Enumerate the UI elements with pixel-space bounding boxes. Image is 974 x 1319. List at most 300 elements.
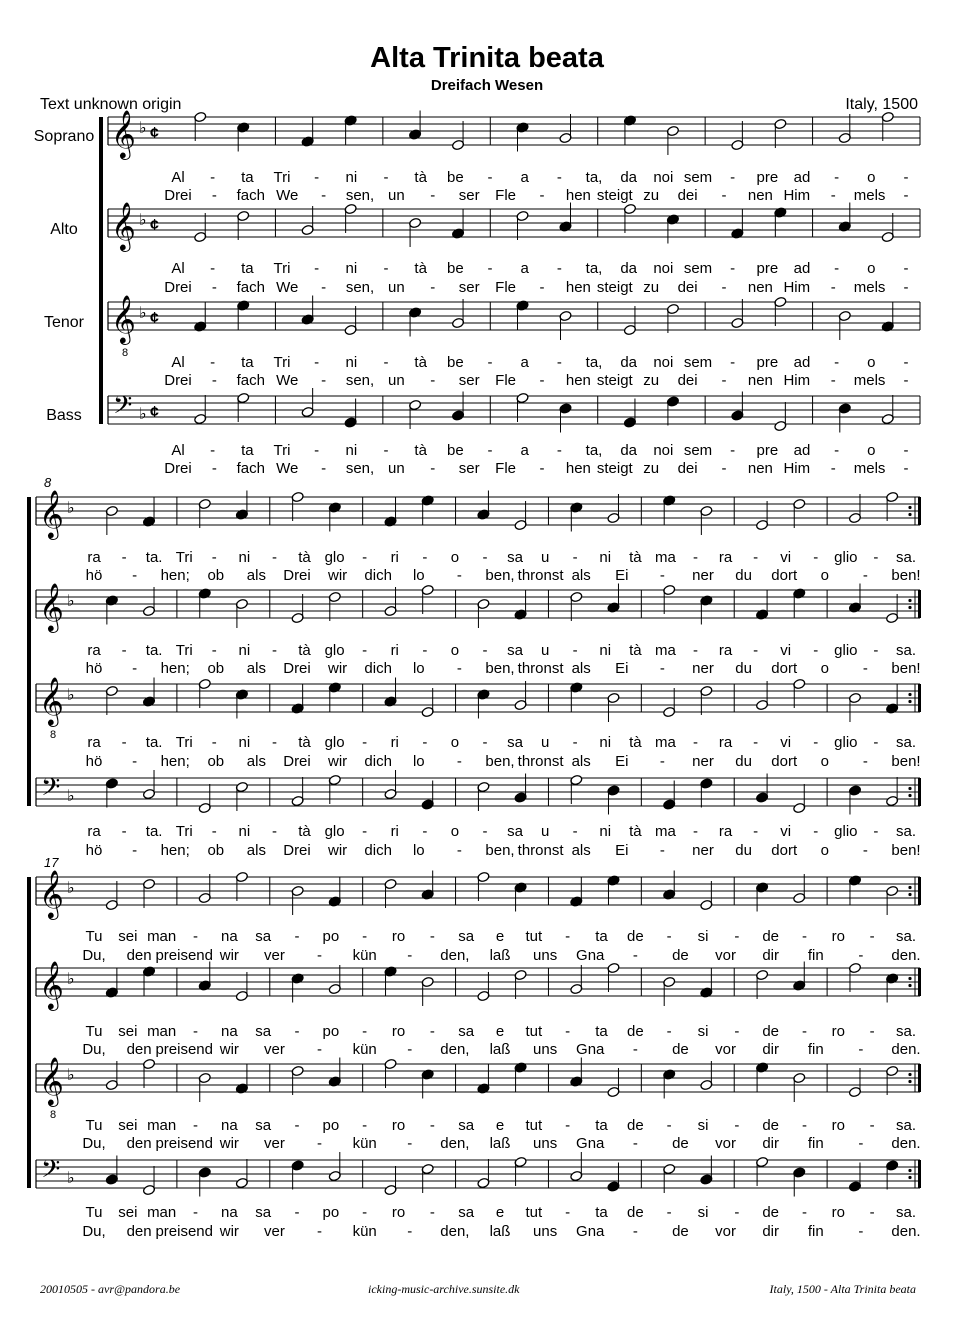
lyric-syllable: o — [867, 260, 876, 277]
bass-clef-icon: 𝄢 — [113, 392, 133, 425]
lyric-syllable: als — [571, 567, 591, 584]
lyric-syllable: Drei — [283, 842, 311, 859]
lyric-syllable: o — [820, 567, 829, 584]
lyric-syllable: lo — [412, 753, 425, 770]
lyric-syllable: tut — [525, 1204, 543, 1221]
measure-number: 17 — [44, 855, 59, 870]
lyric-syllable: ta, — [585, 354, 603, 371]
lyric-syllable: - — [211, 279, 217, 296]
lyric-syllable: Tri — [175, 734, 193, 751]
lyric-syllable: Gna — [576, 1223, 605, 1240]
lyric-syllable: - — [539, 372, 545, 389]
lyric-syllable: sa — [255, 928, 272, 945]
lyric-syllable: - — [362, 642, 368, 659]
lyric-syllable: tà — [629, 823, 642, 840]
lyric-syllable: ob — [207, 567, 225, 584]
lyric-syllable: - — [132, 753, 138, 770]
lyric-syllable: de — [672, 1135, 689, 1152]
lyric-syllable: - — [430, 187, 436, 204]
lyric-syllable: u — [540, 823, 550, 840]
lyric-syllable: ra — [87, 734, 101, 751]
lyric-syllable: tà — [414, 354, 427, 371]
lyric-syllable: mels — [853, 279, 886, 296]
lyric-syllable: mels — [853, 460, 886, 477]
lyric-syllable: - — [830, 187, 836, 204]
lyric-syllable: ta — [241, 169, 254, 186]
lyric-syllable: - — [121, 823, 127, 840]
lyric-syllable: - — [858, 1135, 864, 1152]
lyric-syllable: Tu — [85, 928, 103, 945]
place-date: Italy, 1500 — [845, 96, 918, 113]
lyric-syllable: ob — [207, 842, 225, 859]
lyric-syllable: - — [132, 842, 138, 859]
lyric-syllable: - — [317, 1135, 323, 1152]
lyric-syllable: - — [210, 442, 216, 459]
lyric-syllable: ma — [654, 642, 676, 659]
lyric-syllable: ro — [831, 1204, 846, 1221]
lyric-syllable: - — [734, 1117, 740, 1134]
lyric-syllable: - — [802, 1117, 807, 1134]
lyric-syllable: ni — [345, 260, 358, 277]
lyric-syllable: pre — [756, 260, 779, 277]
lyric-syllable: glio — [834, 823, 858, 840]
lyric-syllable: - — [813, 823, 819, 840]
lyric-syllable: sa — [507, 734, 523, 751]
lyric-syllable: - — [193, 928, 198, 945]
lyric-syllable: den. — [891, 1041, 921, 1058]
lyric-syllable: man — [147, 1204, 177, 1221]
footer-left: 20010505 - avr@pandora.be — [40, 1282, 181, 1296]
lyric-syllable: sem — [683, 169, 713, 186]
treble-clef-icon: 𝄞 — [39, 870, 64, 917]
lyric-syllable: ro — [391, 1117, 406, 1134]
lyric-syllable: - — [666, 1204, 672, 1221]
lyric-syllable: - — [572, 642, 578, 659]
lyric-syllable: thronst — [517, 567, 564, 584]
final-barline — [918, 968, 921, 996]
cut-time-icon: ¢ — [150, 125, 159, 142]
lyric-syllable: ro — [391, 1204, 406, 1221]
lyric-syllable: - — [632, 947, 638, 964]
flat-icon: ♭ — [67, 593, 75, 610]
flat-icon: ♭ — [139, 212, 147, 229]
lyric-syllable: kün — [352, 1041, 377, 1058]
lyric-syllable: Tri — [273, 354, 291, 371]
lyric-syllable: - — [862, 660, 868, 677]
lyric-syllable: be — [446, 354, 464, 371]
flat-icon: ♭ — [139, 120, 147, 137]
lyric-syllable: dei — [677, 187, 698, 204]
lyric-syllable: tut — [525, 928, 543, 945]
lyric-syllable: wir — [219, 1135, 239, 1152]
lyric-syllable: kün — [352, 1135, 377, 1152]
lyric-syllable: glo — [324, 823, 345, 840]
lyric-syllable: Gna — [576, 1041, 605, 1058]
lyric-syllable: laß — [489, 947, 511, 964]
lyric-syllable: - — [734, 1023, 740, 1040]
lyric-syllable: a — [520, 354, 529, 371]
repeat-dot — [908, 1080, 911, 1083]
lyric-syllable: fach — [236, 279, 265, 296]
lyric-syllable: - — [210, 354, 216, 371]
lyric-syllable: - — [422, 823, 428, 840]
lyric-syllable: - — [556, 442, 562, 459]
lyric-syllable: - — [121, 549, 127, 566]
lyric-syllable: - — [211, 187, 217, 204]
lyric-syllable: ben! — [891, 842, 921, 859]
final-barline — [918, 778, 921, 806]
lyric-syllable: - — [362, 549, 368, 566]
lyric-syllable: preisend — [155, 1135, 213, 1152]
lyric-syllable: si — [697, 928, 709, 945]
lyric-syllable: man — [147, 928, 177, 945]
lyric-syllable: - — [903, 460, 909, 477]
lyric-syllable: sei — [118, 1204, 138, 1221]
lyric-syllable: ri — [390, 734, 399, 751]
lyric-syllable: sa — [255, 1117, 272, 1134]
lyric-syllable: kün — [352, 1223, 377, 1240]
lyric-syllable: ma — [654, 823, 676, 840]
lyric-syllable: ad — [793, 442, 811, 459]
flat-icon: ♭ — [67, 500, 75, 517]
lyric-syllable: ra — [87, 823, 101, 840]
lyric-syllable: ni — [238, 549, 251, 566]
lyric-syllable: tà — [414, 260, 427, 277]
lyric-syllable: man — [147, 1023, 177, 1040]
lyric-syllable: ner — [692, 567, 714, 584]
lyric-syllable: na — [220, 928, 238, 945]
lyric-syllable: lo — [412, 567, 425, 584]
voice-label-alto: Alto — [50, 221, 78, 238]
lyric-syllable: als — [246, 842, 266, 859]
lyric-syllable: vor — [715, 1135, 736, 1152]
lyric-syllable: da — [620, 169, 638, 186]
repeat-dot — [908, 787, 911, 790]
lyric-syllable: ro — [391, 1023, 406, 1040]
lyric-syllable: tà — [629, 549, 642, 566]
final-barline — [918, 1064, 921, 1092]
lyric-syllable: hö — [85, 660, 103, 677]
lyric-syllable: fin — [807, 1223, 824, 1240]
lyric-syllable: - — [572, 823, 578, 840]
lyric-syllable: ni — [599, 734, 612, 751]
lyric-syllable: - — [753, 823, 759, 840]
lyric-syllable: dir — [762, 1135, 780, 1152]
lyric-syllable: - — [211, 642, 217, 659]
system-bracket — [27, 877, 31, 1188]
lyric-syllable: - — [721, 460, 727, 477]
lyric-syllable: un — [388, 279, 405, 296]
lyric-syllable: - — [858, 947, 864, 964]
lyric-syllable: - — [730, 354, 736, 371]
lyric-syllable: steigt — [596, 279, 633, 296]
treble-clef-icon: 𝄞 — [39, 677, 64, 724]
lyric-syllable: - — [271, 734, 277, 751]
lyric-syllable: dich — [364, 842, 392, 859]
flat-icon: ♭ — [67, 971, 75, 988]
lyric-syllable: uns — [533, 1135, 558, 1152]
lyric-syllable: ni — [238, 734, 251, 751]
lyric-syllable: sei — [118, 1023, 138, 1040]
lyric-syllable: Du, — [82, 1223, 106, 1240]
lyric-syllable: - — [314, 354, 320, 371]
lyric-syllable: ro — [831, 1023, 846, 1040]
lyric-syllable: ra — [87, 549, 101, 566]
lyric-syllable: hen; — [160, 753, 190, 770]
lyric-syllable: - — [362, 928, 368, 945]
bass-clef-icon: 𝄢 — [41, 1156, 61, 1189]
lyric-syllable: Al — [171, 169, 185, 186]
lyric-syllable: - — [539, 279, 545, 296]
lyric-syllable: steigt — [596, 187, 633, 204]
lyric-syllable: den, — [440, 947, 470, 964]
lyric-syllable: - — [556, 354, 562, 371]
lyric-syllable: - — [429, 928, 435, 945]
lyric-syllable: po — [322, 1204, 340, 1221]
lyric-syllable: - — [666, 928, 672, 945]
lyric-syllable: - — [734, 1204, 740, 1221]
lyric-syllable: be — [446, 260, 464, 277]
lyric-syllable: ta, — [585, 260, 603, 277]
lyric-syllable: - — [407, 1223, 413, 1240]
lyric-syllable: tut — [525, 1023, 543, 1040]
lyric-syllable: - — [407, 1041, 413, 1058]
lyric-syllable: - — [271, 823, 277, 840]
lyric-syllable: e — [495, 1204, 505, 1221]
lyric-syllable: glo — [324, 734, 345, 751]
lyric-syllable: dort — [771, 660, 798, 677]
lyric-syllable: dich — [364, 660, 392, 677]
lyric-syllable: Ei — [615, 753, 629, 770]
lyric-syllable: laß — [489, 1223, 511, 1240]
lyric-syllable: sen, — [345, 187, 375, 204]
lyric-syllable: steigt — [596, 372, 633, 389]
lyric-syllable: - — [730, 442, 736, 459]
lyric-syllable: ob — [207, 660, 225, 677]
lyric-syllable: - — [873, 823, 879, 840]
lyric-syllable: den, — [440, 1041, 470, 1058]
lyric-syllable: - — [294, 1117, 300, 1134]
lyric-syllable: - — [692, 549, 698, 566]
lyric-syllable: - — [211, 549, 217, 566]
lyric-syllable: - — [572, 734, 578, 751]
footer-middle: icking-music-archive.sunsite.dk — [368, 1282, 520, 1296]
lyric-syllable: - — [692, 823, 698, 840]
lyric-syllable: da — [620, 354, 638, 371]
lyric-syllable: noi — [653, 442, 674, 459]
lyric-syllable: wir — [219, 1223, 239, 1240]
lyric-syllable: Ei — [615, 567, 629, 584]
lyric-syllable: - — [193, 1117, 198, 1134]
lyric-syllable: wir — [219, 1041, 239, 1058]
lyric-syllable: ra — [718, 549, 733, 566]
lyric-syllable: hen; — [160, 842, 190, 859]
lyric-syllable: tut — [525, 1117, 543, 1134]
lyric-syllable: sa — [507, 823, 523, 840]
lyric-syllable: - — [858, 1041, 864, 1058]
lyric-syllable: zu — [643, 187, 660, 204]
lyric-syllable: Drei — [283, 660, 311, 677]
lyric-syllable: a — [520, 442, 529, 459]
lyric-syllable: ta — [241, 260, 254, 277]
lyric-syllable: - — [314, 260, 320, 277]
lyric-syllable: - — [802, 928, 807, 945]
lyric-syllable: - — [487, 169, 493, 186]
lyric-syllable: - — [487, 442, 493, 459]
lyric-syllable: vi — [780, 734, 792, 751]
lyric-syllable: Drei — [283, 753, 311, 770]
lyric-syllable: - — [692, 642, 698, 659]
bass-clef-icon: 𝄢 — [41, 774, 61, 807]
lyric-syllable: Him — [783, 372, 811, 389]
lyric-syllable: - — [321, 279, 327, 296]
lyric-syllable: vi — [780, 549, 792, 566]
lyric-syllable: - — [556, 169, 562, 186]
lyric-syllable: ni — [599, 549, 612, 566]
lyric-syllable: - — [482, 734, 488, 751]
lyric-syllable: ver — [264, 1041, 285, 1058]
lyric-syllable: - — [802, 1023, 807, 1040]
lyric-syllable: po — [322, 1117, 340, 1134]
lyric-syllable: den. — [891, 1135, 921, 1152]
lyric-syllable: - — [456, 842, 462, 859]
repeat-dot — [908, 984, 911, 987]
lyric-syllable: Him — [783, 279, 811, 296]
lyric-syllable: - — [482, 642, 488, 659]
lyric-syllable: ni — [345, 442, 358, 459]
lyric-syllable: We — [276, 279, 299, 296]
treble-clef-icon: 𝄞 — [111, 295, 136, 342]
lyric-syllable: - — [314, 169, 320, 186]
lyric-syllable: - — [539, 187, 545, 204]
lyric-syllable: - — [813, 642, 819, 659]
lyric-syllable: - — [456, 567, 462, 584]
lyric-syllable: - — [858, 1223, 864, 1240]
lyric-syllable: uns — [533, 947, 558, 964]
lyric-syllable: - — [556, 260, 562, 277]
repeat-dot — [908, 886, 911, 889]
lyric-syllable: ta — [241, 354, 254, 371]
lyric-syllable: tà — [298, 823, 311, 840]
treble-clef-icon: 𝄞 — [111, 202, 136, 249]
measure-number: 8 — [44, 475, 52, 490]
lyric-syllable: - — [813, 549, 819, 566]
lyric-syllable: dir — [762, 1223, 780, 1240]
final-barline — [918, 684, 921, 712]
lyric-syllable: sa. — [895, 1204, 917, 1221]
lyric-syllable: - — [210, 169, 216, 186]
repeat-dot — [908, 1073, 911, 1076]
final-barline — [918, 590, 921, 618]
lyric-syllable: - — [271, 642, 277, 659]
lyric-syllable: ben! — [891, 753, 921, 770]
lyric-syllable: o — [450, 549, 460, 566]
lyric-syllable: ta — [595, 1023, 608, 1040]
lyric-syllable: - — [834, 442, 840, 459]
lyric-syllable: Du, — [82, 1041, 106, 1058]
lyric-syllable: Du, — [82, 1135, 106, 1152]
lyric-syllable: - — [294, 928, 300, 945]
lyric-syllable: preisend — [155, 1041, 213, 1058]
lyric-syllable: de — [626, 928, 644, 945]
lyric-syllable: un — [388, 460, 405, 477]
lyric-syllable: - — [210, 260, 216, 277]
repeat-dot — [908, 599, 911, 602]
treble-clef-icon: 𝄞 — [111, 110, 136, 157]
lyric-syllable: ni — [238, 823, 251, 840]
repeat-dot — [908, 1176, 911, 1179]
lyric-syllable: mels — [853, 372, 886, 389]
lyric-syllable: zu — [643, 460, 660, 477]
system-bracket — [99, 117, 103, 424]
lyric-syllable: si — [697, 1023, 709, 1040]
lyric-syllable: - — [753, 734, 759, 751]
lyric-syllable: - — [903, 354, 909, 371]
lyric-syllable: dich — [364, 567, 392, 584]
lyric-syllable: - — [721, 372, 727, 389]
final-barline — [918, 877, 921, 905]
lyric-syllable: ver — [264, 947, 285, 964]
lyric-syllable: wir — [328, 753, 348, 770]
lyric-syllable: pre — [756, 169, 779, 186]
lyric-syllable: sem — [683, 354, 713, 371]
final-barline — [918, 497, 921, 525]
lyric-syllable: sa. — [895, 642, 917, 659]
lyric-syllable: glo — [324, 642, 345, 659]
lyric-syllable: glio — [834, 734, 858, 751]
lyric-syllable: - — [753, 549, 759, 566]
lyric-syllable: - — [539, 460, 545, 477]
lyric-syllable: ro — [391, 928, 406, 945]
lyric-syllable: - — [666, 1023, 672, 1040]
lyric-syllable: du — [735, 660, 752, 677]
lyric-syllable: sa — [507, 549, 523, 566]
lyric-syllable: - — [362, 734, 368, 751]
lyric-syllable: - — [862, 842, 868, 859]
lyric-syllable: - — [317, 1223, 323, 1240]
repeat-dot — [908, 513, 911, 516]
lyric-syllable: o — [450, 734, 460, 751]
lyric-syllable: sem — [683, 260, 713, 277]
lyric-syllable: - — [903, 442, 909, 459]
lyric-syllable: de — [762, 1204, 780, 1221]
lyric-syllable: ad — [793, 354, 811, 371]
lyric-syllable: - — [121, 734, 127, 751]
lyric-syllable: tà — [298, 642, 311, 659]
lyric-syllable: - — [903, 187, 909, 204]
repeat-dot — [908, 606, 911, 609]
lyric-syllable: - — [632, 1135, 638, 1152]
lyric-syllable: ser — [458, 279, 480, 296]
page-title: Alta Trinita beata — [370, 42, 604, 74]
lyric-syllable: glio — [834, 642, 858, 659]
lyric-syllable: - — [482, 823, 488, 840]
lyric-syllable: u — [540, 549, 550, 566]
repeat-dot — [908, 893, 911, 896]
lyric-syllable: - — [456, 660, 462, 677]
lyric-syllable: hen — [565, 460, 591, 477]
lyric-syllable: lo — [412, 842, 425, 859]
lyric-syllable: ma — [654, 549, 676, 566]
lyric-syllable: ver — [264, 1135, 285, 1152]
lyric-syllable: da — [620, 260, 638, 277]
lyric-syllable: ben, — [485, 660, 515, 677]
final-barline — [918, 1160, 921, 1188]
lyric-syllable: - — [873, 734, 879, 751]
treble-clef-icon: 𝄞 — [39, 961, 64, 1008]
lyric-syllable: dei — [677, 279, 698, 296]
lyric-syllable: thronst — [517, 660, 564, 677]
